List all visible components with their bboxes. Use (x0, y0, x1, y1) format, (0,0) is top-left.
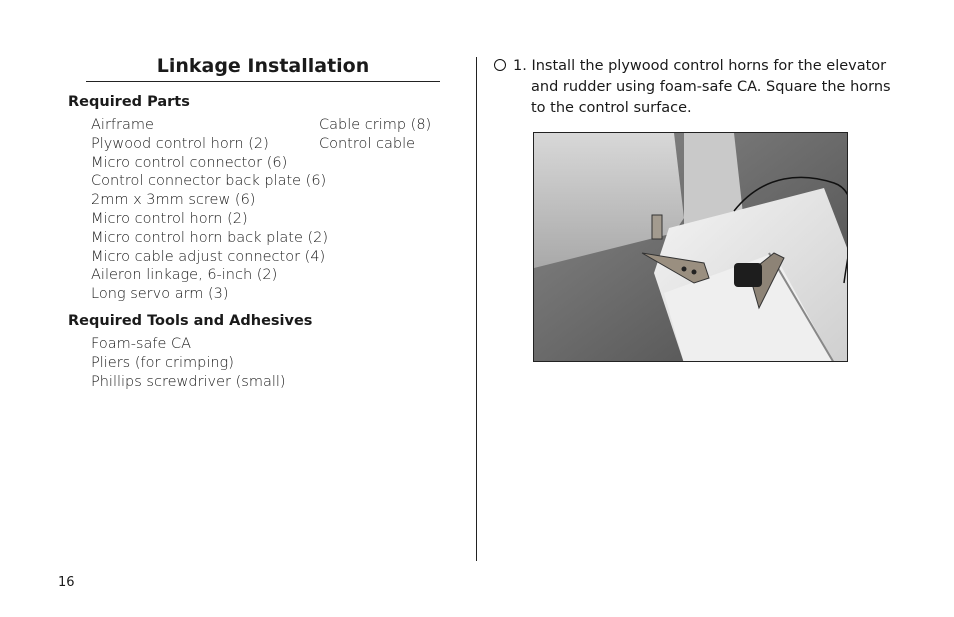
required-tools-list (91, 335, 286, 391)
required-parts-list (91, 116, 328, 304)
part-item: Control cable (319, 135, 416, 152)
page-number: 16 (58, 575, 75, 590)
step-1-instruction: 1. Install the plywood control horns for the elevator and rudder using foam-safe CA. Square the horns to the control surface. (513, 58, 891, 117)
tool-item: Phillips screwdriver (small) (91, 373, 286, 390)
part-item: Micro control connector (6) (91, 154, 288, 171)
tool-item: Pliers (for crimping) (91, 354, 234, 371)
part-item: Micro control horn back plate (2) (91, 229, 329, 246)
required-parts-heading: Required Parts (68, 94, 190, 110)
part-item: 2mm x 3mm screw (6) (91, 192, 256, 209)
part-item: Long servo arm (3) (91, 286, 229, 303)
title-divider (86, 81, 440, 82)
step-checkbox-icon[interactable] (494, 59, 506, 71)
part-item: Aileron linkage, 6-inch (2) (91, 267, 278, 284)
part-item: Control connector back plate (6) (91, 173, 327, 190)
step-1-photo (533, 132, 848, 362)
part-item: Micro cable adjust connector (4) (91, 248, 326, 265)
tool-item: Foam-safe CA (91, 336, 192, 352)
required-parts-list-right (319, 116, 431, 154)
control-horn-photo-illustration (534, 133, 848, 362)
required-tools-heading: Required Tools and Adhesives (68, 313, 313, 329)
column-divider (476, 57, 477, 561)
part-item: Cable crimp (8) (319, 117, 432, 133)
page-title: Linkage Installation (156, 55, 370, 77)
part-item: Plywood control horn (2) (91, 135, 269, 152)
part-item: Airframe (91, 117, 154, 133)
part-item: Micro control horn (2) (91, 210, 248, 227)
